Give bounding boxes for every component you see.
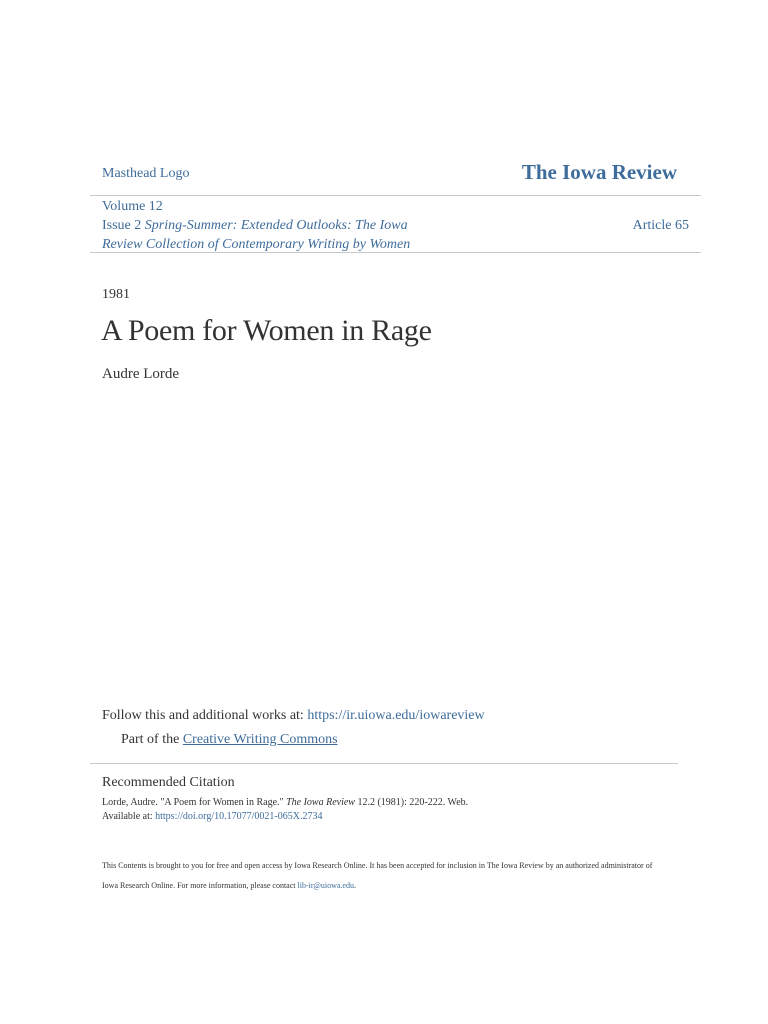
contact-email-link[interactable]: lib-ir@uiowa.edu	[297, 881, 354, 890]
article-number-link[interactable]: Article 65	[632, 218, 689, 233]
header-divider	[90, 195, 701, 196]
journal-title-link[interactable]: The Iowa Review	[521, 160, 677, 184]
author-name: Audre Lorde	[102, 366, 180, 382]
citation-divider	[90, 763, 678, 764]
masthead-logo-link[interactable]: Masthead Logo	[102, 166, 190, 181]
creative-writing-commons-link[interactable]: Creative Writing Commons	[182, 732, 338, 747]
repository-link[interactable]: https://ir.uiowa.edu/iowareview	[307, 708, 485, 723]
footer-text: This Contents is brought to you for free and open access by Iowa Research Online. It has been accepted for inclusion in The Iowa Review by an authorized administrator of Iowa Research Online. For more information, please contact	[102, 861, 653, 890]
citation-prefix: Lorde, Audre. "A Poem for Women in Rage."	[102, 797, 287, 808]
publication-year: 1981	[102, 287, 130, 302]
footer-end: .	[353, 881, 356, 890]
citation-journal: The Iowa Review	[286, 797, 355, 808]
volume-link[interactable]: Volume 12	[102, 199, 163, 214]
follow-label: Follow this and additional works at:	[102, 708, 308, 723]
issue-link[interactable]	[102, 216, 412, 254]
article-title: A Poem for Women in Rage	[101, 314, 432, 347]
follow-line	[102, 708, 485, 724]
footer-notice	[102, 856, 662, 896]
issue-divider	[90, 252, 701, 253]
partof-label: Part of the	[121, 732, 183, 747]
recommended-citation-heading: Recommended Citation	[102, 775, 235, 790]
citation-line	[102, 796, 468, 810]
doi-link[interactable]: https://doi.org/10.17077/0021-065X.2734	[155, 811, 323, 822]
citation-suffix: 12.2 (1981): 220-222. Web.	[354, 797, 469, 808]
available-label: Available at:	[102, 811, 156, 822]
issue-number: Issue 2	[102, 218, 142, 233]
citation-text	[102, 796, 468, 824]
available-line	[102, 810, 468, 824]
partof-line	[121, 732, 338, 748]
issue-title: Spring-Summer: Extended Outlooks: The Iowa Review Collection of Contemporary Writing by Women	[102, 218, 411, 252]
